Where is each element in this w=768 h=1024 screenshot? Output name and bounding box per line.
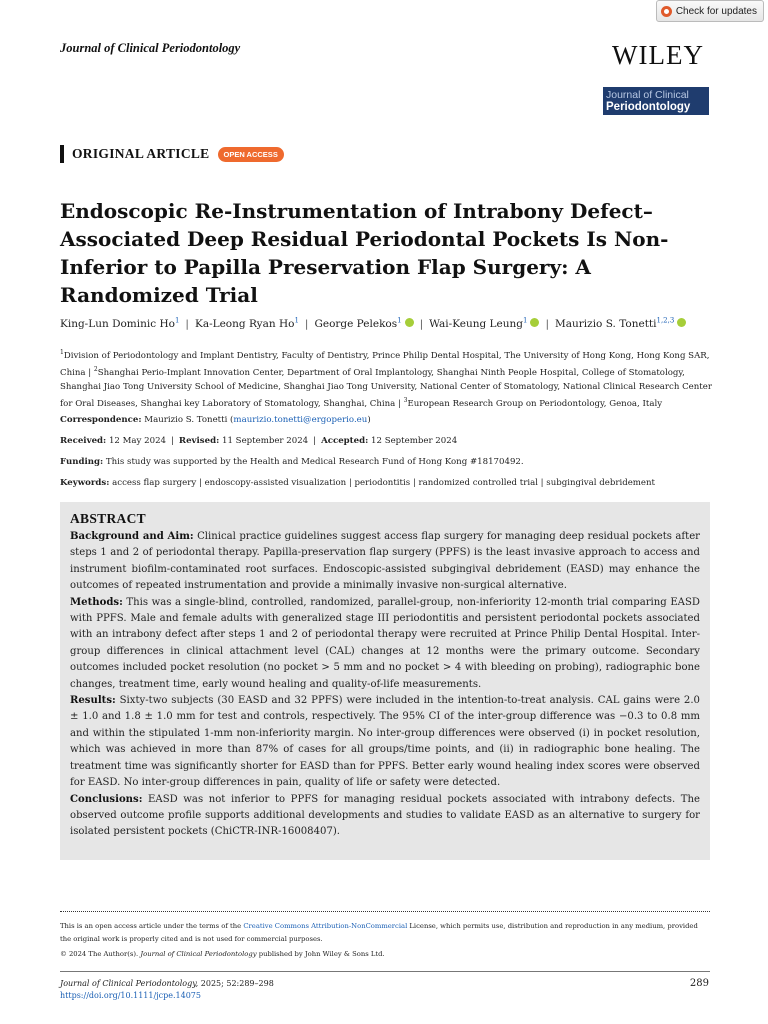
journal-badge [603,87,709,115]
author-separator: | [545,317,550,330]
license-pre: This is an open access article under the terms of the [60,922,242,930]
check-for-updates-label: Check for updates [675,5,757,17]
received-label: Received: [60,436,107,446]
abstract-box [60,502,710,860]
copyright-post: published by John Wiley & Sons Ltd. [258,950,385,958]
revised-label: Revised: [178,436,220,446]
author-name: George Pelekos [314,317,398,330]
author-name: Maurizio S. Tonetti [555,317,657,330]
background-text: Clinical practice guidelines suggest access flap surgery for managing deep residual pockets after steps 1 and 2 of periodontal therapy. Papilla-preservation flap surgery (PPFS) is the least invasive approach to access and instrument biofilm-contaminated root surfaces. Endoscopic-assisted subgingival debridement (EASD) may enhance the outcomes of repeated instrumentation and provide a minimally invasive non-surgical alternative. [70,531,701,592]
affiliation-number: 3 [403,397,408,405]
article-type-label: ORIGINAL ARTICLE [72,146,210,161]
abstract-conclusions [70,792,700,841]
journal-name: Journal of Clinical Periodontology [60,41,241,55]
license-note [60,920,710,947]
crossmark-icon [661,6,672,17]
open-access-badge: OPEN ACCESS [218,147,284,162]
background-label: Background and Aim: [70,531,194,542]
author-affiliation-ref: 1 [174,316,180,324]
article-title: Endoscopic Re-Instrumentation of Intrabony Defect–Associated Deep Residual Periodontal Pockets Is Non-Inferior to Papilla Preservation Flap Surgery: A Randomized Trial [60,199,669,307]
conclusions-text: EASD was not inferior to PPFS for managing residual pockets associated with intrabony defects. The observed outcome profile supports additional developments and studies to validate EASD as an alternative to surgery for isolated persistent pockets (ChiCTR-INR-16008407). [70,793,700,838]
affiliations [60,346,712,412]
keywords [60,478,655,488]
doi-link[interactable]: https://doi.org/10.1111/jcpe.14075 [60,991,201,1000]
author[interactable] [314,318,413,330]
affiliation: European Research Group on Periodontology, Genoa, Italy [407,399,663,410]
funding [60,457,524,467]
author-affiliation-ref: 1 [397,316,402,324]
citation-volume: 2025; 52:289–298 [200,979,274,988]
abstract-results [70,693,700,791]
article-type [60,145,284,163]
methods-label: Methods: [70,596,123,608]
author-affiliation-ref: 1 [523,316,528,324]
citation [60,978,274,1002]
affiliation-separator: | [395,399,404,410]
citation-journal: Journal of Clinical Periodontology, [60,979,199,988]
affiliation-number: 1 [60,349,64,356]
abstract-methods [70,595,700,693]
correspondence-label: Correspondence: [60,415,142,425]
author-separator: | [185,317,189,330]
results-label: Results: [70,695,116,707]
accepted-label: Accepted: [321,436,369,446]
funding-text: This study was supported by the Health and Medical Research Fund of Hong Kong #18170492. [105,457,524,467]
keywords-label: Keywords: [60,478,110,488]
received-date: 12 May 2024 [108,436,167,446]
abstract-background [70,529,700,595]
orcid-icon[interactable] [530,318,539,327]
footer-divider [60,971,710,972]
copyright-pre: © 2024 The Author(s). [60,950,139,958]
methods-text: This was a single-blind, controlled, randomized, parallel-group, non-inferiority 12-month trial comparing EASD with PPFS. Male and female adults with generalized stage III periodontitis and persistent periodontal pockets associated with an intrabony defect after steps 1 and 2 of periodontal therapy were recruited at Prince Philip Dental Hospital. Inter-group differences in clinical attachment level (CAL) changes at 12 months were the primary outcome. Secondary outcomes included pocket resolution (no pocket > 5 mm and no pocket > 4 with bleeding on probing), radiographic bone changes, treatment time, early wound healing and quality-of-life measurements. [70,596,700,690]
author[interactable] [195,318,299,330]
page-number: 289 [689,978,709,989]
correspondence-name: Maurizio S. Tonetti [144,415,228,425]
footnote-divider [60,911,710,912]
revised-date: 11 September 2024 [222,436,309,446]
affiliation: Shanghai Perio-Implant Innovation Center, Department of Oral Implantology, Shanghai Ninth People Hospital, College of Stomatology, Shanghai Jiao Tong University School of Medicine, Shanghai Jiao Tong University, National Center of Stomatology, National Clinical Research Center for Oral Diseases, Shanghai key Laboratory of Stomatology, Shanghai, China [60,368,712,410]
check-for-updates-button[interactable] [656,0,764,22]
author-name: Ka-Leong Ryan Ho [194,317,295,330]
author-name: King-Lun Dominic Ho [60,317,175,330]
correspondence-email-link[interactable]: maurizio.tonetti@ergoperio.eu [233,415,368,425]
license-post: License, which permits use, distribution and reproduction in any medium, provided the original work is properly cited and is not used for commercial purposes. [60,922,698,944]
date-separator: | [313,436,317,446]
results-text: Sixty-two subjects (30 EASD and 32 PPFS) were included in the intention-to-treat analysis. CAL gains were 2.0 ± 1.0 and 1.8 ± 1.0 mm for test and controls, respectively. The 95% CI of the inter-group difference was −0.3 to 0.8 mm and within the stipulated 1-mm non-inferiority margin. No inter-group differences were observed (i) in pocket resolution, which was achieved in more than 87% of cases for all groups/time points, and (ii) in radiographic bone healing. The treatment time was significantly shorter for EASD than for PPFS. Better early wound healing index scores were observed for EASD. No inter-group differences in pain, quality of life or safety were detected. [70,695,700,789]
author-separator: | [419,317,424,330]
copyright-journal: Journal of Clinical Periodontology [140,950,257,958]
author-name: Wai-Keung Leung [429,317,523,330]
keywords-text: access flap surgery | endoscopy-assisted visualization | periodontitis | randomized controlled trial | subgingival debridement [112,478,656,488]
abstract-heading: ABSTRACT [70,511,146,526]
author[interactable] [555,318,686,330]
funding-label: Funding: [60,457,104,467]
journal-badge-line1: Journal of Clinical [606,89,689,101]
citation-line [60,978,274,990]
affiliation-separator: | [85,368,94,379]
article-dates [60,436,457,446]
author[interactable] [429,318,539,330]
author-list [60,316,720,330]
orcid-icon[interactable] [405,318,414,327]
author-affiliation-ref: 1 [294,316,299,324]
correspondence: Correspondence: Maurizio S. Tonetti (maurizio.tonetti@ergoperio.eu) [60,415,371,425]
author[interactable] [60,318,179,330]
article-type-bar [60,145,64,163]
accepted-date: 12 September 2024 [371,436,458,446]
copyright-note [60,948,710,961]
date-separator: | [171,436,174,446]
author-separator: | [304,317,309,330]
affiliation-number: 2 [93,366,98,374]
orcid-icon[interactable] [677,318,686,327]
publisher-logo: WILEY [612,40,704,70]
license-link[interactable]: Creative Commons Attribution-NonCommercial [243,922,408,930]
author-affiliation-ref: 1,2,3 [656,316,675,324]
affiliation: Division of Periodontology and Implant Dentistry, Faculty of Dentistry, Prince Philip Dental Hospital, The University of Hong Kong, Hong Kong SAR, China [60,350,710,379]
conclusions-label: Conclusions: [70,793,143,805]
journal-badge-line2: Periodontology [606,101,691,113]
